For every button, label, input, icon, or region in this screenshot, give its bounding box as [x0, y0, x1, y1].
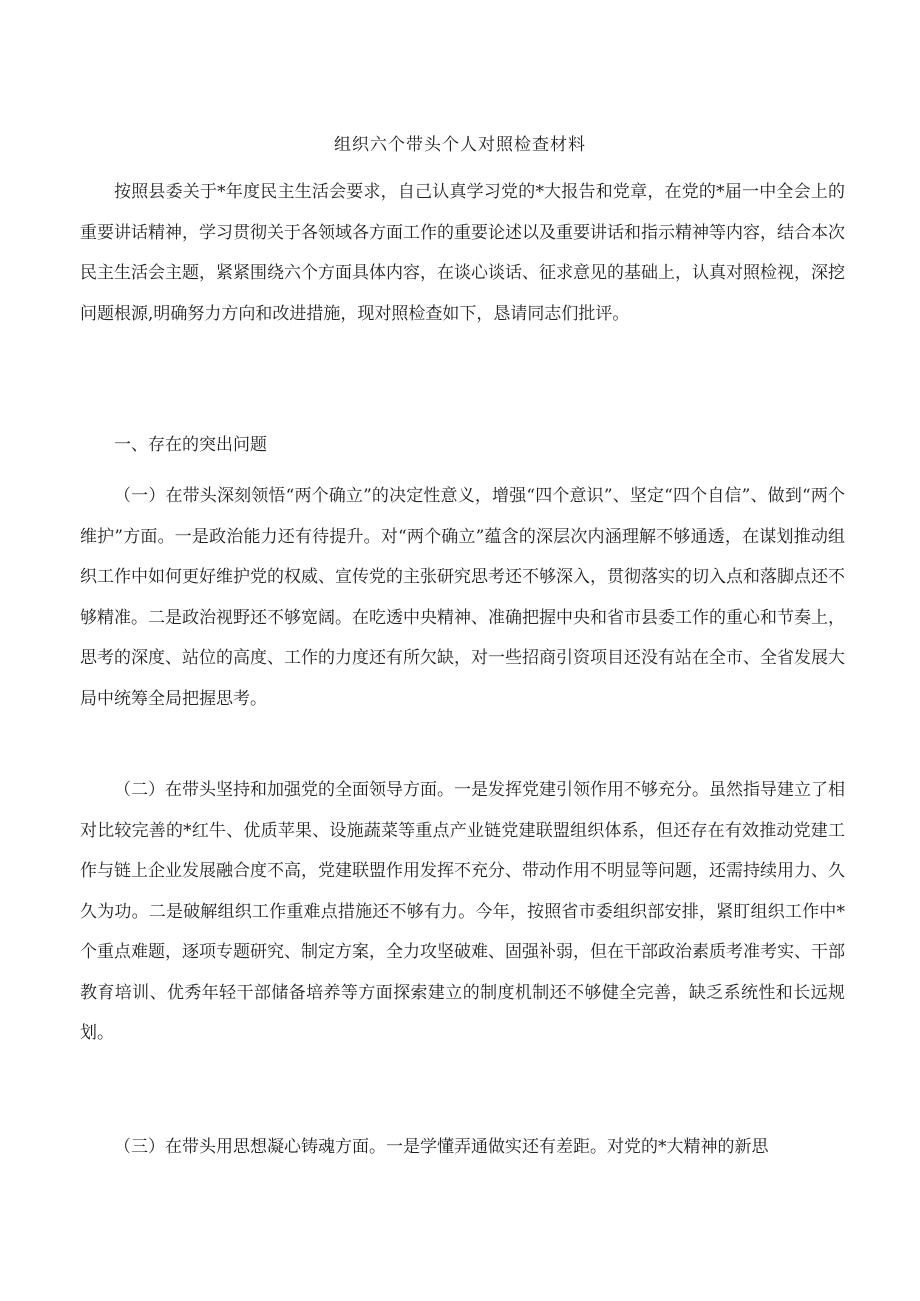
intro-paragraph: 按照县委关于*年度民主生活会要求，自己认真学习党的*大报告和党章，在党的*届一中全会上的重要讲话精神，学习贯彻关于各领域各方面工作的重要论述以及重要讲话和指示精神等内容，结合本次民主生活会主题，紧紧围绕六个方面具体内容，在谈心谈话、征求意见的基础上，认真对照检视，深挖问题根源,明确努力方向和改进措施，现对照检查如下，恳请同志们批评。 — [80, 182, 845, 324]
section-heading: 一、存在的突出问题 — [114, 435, 267, 455]
body-paragraph-1: （一）在带头深刻领悟“两个确立”的决定性意义，增强“四个意识”、坚定“四个自信”、做到“两个维护”方面。一是政治能力还有待提升。对“两个确立”蕴含的深层次内涵理解不够通透，在谋划推动组织工作中如何更好维护党的权威、宣传党的主张研究思考还不够深入，贯彻落实的切入点和落脚点还不够精准。二是政治视野还不够宽阔。在吃透中央精神、准确把握中央和省市县委工作的重心和节奏上，思考的深度、站位的高度、工作的力度还有所欠缺，对一些招商引资项目还没有站在全市、全省发展大局中统筹全局把握思考。 — [80, 486, 845, 709]
document-title: 组织六个带头个人对照检查材料 — [334, 135, 586, 155]
body-paragraph-3: （三）在带头用思想凝心铸魂方面。一是学懂弄通做实还有差距。对党的*大精神的新思 — [114, 1137, 769, 1157]
body-paragraph-2: （二）在带头坚持和加强党的全面领导方面。一是发挥党建引领作用不够充分。虽然指导建立了相对比较完善的*红牛、优质苹果、设施蔬菜等重点产业链党建联盟组织体系，但还存在有效推动党建工作与链上企业发展融合度不高，党建联盟作用发挥不充分、带动作用不明显等问题，还需持续用力、久久为功。二是破解组织工作重难点措施还不够有力。今年，按照省市委组织部安排，紧盯组织工作中*个重点难题，逐项专题研究、制定方案，全力攻坚破难、固强补弱，但在干部政治素质考准考实、干部教育培训、优秀年轻干部储备培养等方面探索建立的制度机制还不够健全完善，缺乏系统性和长远规划。 — [80, 780, 845, 1043]
